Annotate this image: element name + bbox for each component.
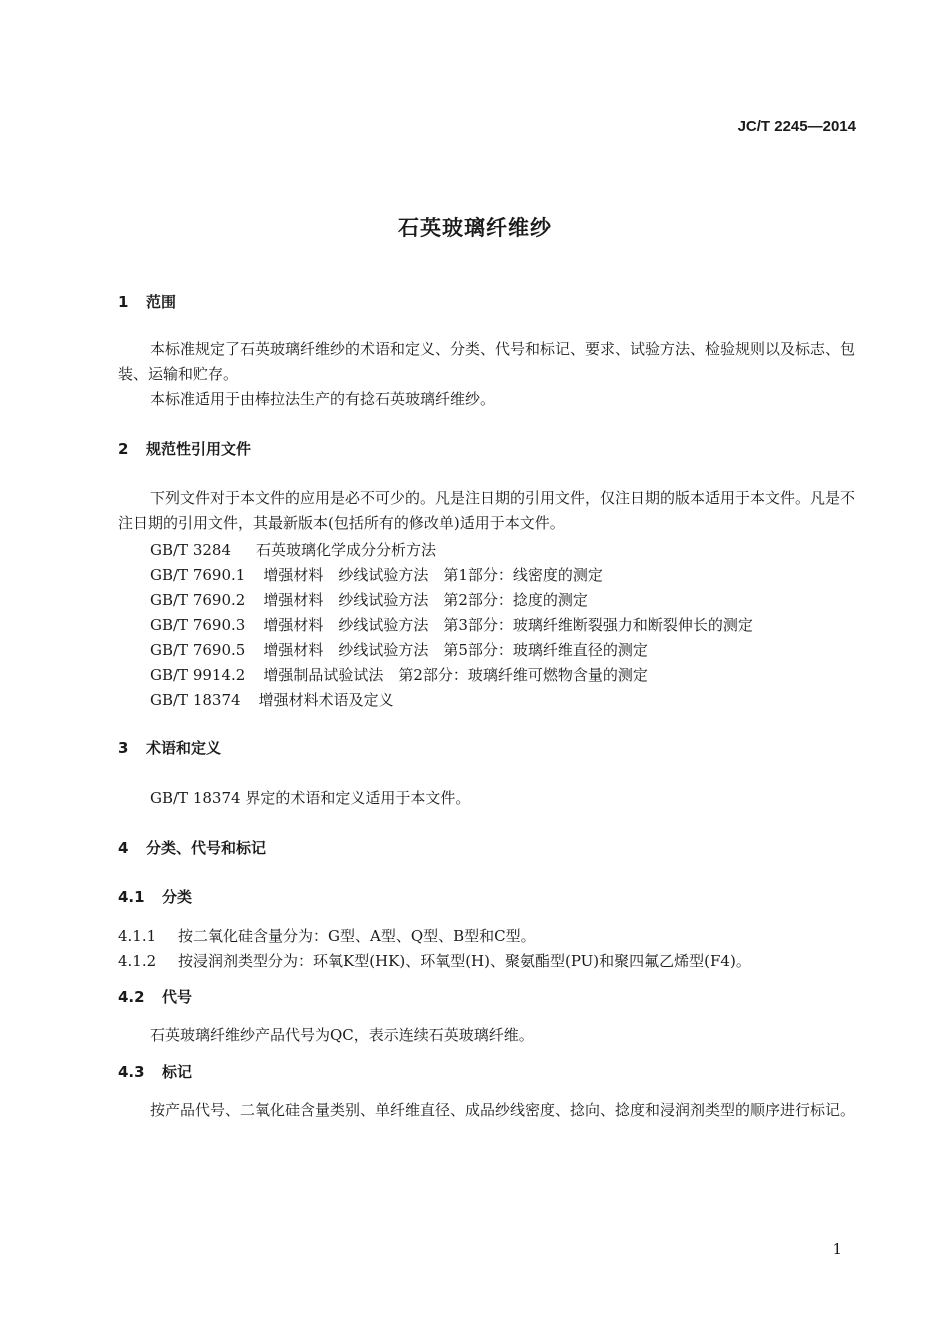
section-number: 4.2 [118,988,145,1006]
reference-code: GB/T 9914.2 [150,666,246,684]
section-1-heading [118,291,176,312]
reference-code: GB/T 18374 [150,691,241,709]
reference-code: GB/T 7690.1 [150,566,246,584]
reference-code: GB/T 3284 [150,541,232,559]
section-2-paragraph-1: 下列文件对于本文件的应用是必不可少的。凡是注日期的引用文件，仅注日期的版本适用于本文件。凡是不注日期的引用文件，其最新版本(包括所有的修改单)适用于本文件。 [118,489,856,532]
reference-code: GB/T 7690.3 [150,616,246,634]
section-number: 2 [118,440,129,458]
clause-text: 按浸润剂类型分为：环氧K型(HK)、环氧型(H)、聚氨酯型(PU)和聚四氟乙烯型(F4)。 [178,952,751,970]
reference-item [150,539,436,560]
section-3-heading [118,737,221,758]
reference-item [150,614,753,635]
reference-code: GB/T 7690.5 [150,641,246,659]
section-number: 4.3 [118,1063,145,1081]
reference-code: GB/T 7690.2 [150,591,246,609]
clause-number: 4.1.2 [118,952,157,970]
section-1-paragraph-1: 本标准规定了石英玻璃纤维纱的术语和定义、分类、代号和标记、要求、试验方法、检验规则以及标志、包装、运输和贮存。 [118,340,856,383]
section-title: 范围 [146,293,177,311]
section-title: 代号 [162,988,193,1006]
section-title: 分类 [162,888,193,906]
clause-4-1-2 [118,950,751,971]
reference-title: 增强材料 纱线试验方法 第3部分：玻璃纤维断裂强力和断裂伸长的测定 [263,616,753,634]
section-3-paragraph-1: GB/T 18374 界定的术语和定义适用于本文件。 [150,789,471,807]
section-2-heading [118,438,251,459]
subsection-4-1-heading [118,886,192,907]
section-number: 4 [118,839,129,857]
clause-text: 按二氧化硅含量分为：G型、A型、Q型、B型和C型。 [178,927,536,945]
reference-item [150,689,394,710]
reference-item [150,664,648,685]
reference-item [150,639,648,660]
reference-title: 增强材料 纱线试验方法 第5部分：玻璃纤维直径的测定 [263,641,648,659]
reference-item [150,589,588,610]
section-number: 3 [118,739,129,757]
section-number: 4.1 [118,888,145,906]
reference-title: 增强制品试验试法 第2部分：玻璃纤维可燃物含量的测定 [263,666,648,684]
section-4-heading [118,837,266,858]
clause-number: 4.1.1 [118,927,157,945]
section-title: 标记 [162,1063,193,1081]
reference-title: 增强材料术语及定义 [258,691,394,709]
reference-item [150,564,603,585]
section-title: 规范性引用文件 [146,440,252,458]
subsection-4-2-text: 石英玻璃纤维纱产品代号为QC，表示连续石英玻璃纤维。 [150,1026,534,1044]
reference-title: 增强材料 纱线试验方法 第2部分：捻度的测定 [263,591,588,609]
subsection-4-3-heading [118,1061,192,1082]
clause-4-1-1 [118,925,536,946]
reference-title: 石英玻璃化学成分分析方法 [256,541,437,559]
standard-code: JC/T 2245—2014 [737,118,856,135]
section-title: 分类、代号和标记 [146,839,267,857]
subsection-4-2-heading [118,986,192,1007]
page-number: 1 [832,1240,842,1258]
section-1-paragraph-2: 本标准适用于由棒拉法生产的有捻石英玻璃纤维纱。 [150,390,496,408]
section-title: 术语和定义 [146,739,222,757]
document-title: 石英玻璃纤维纱 [398,216,552,240]
reference-title: 增强材料 纱线试验方法 第1部分：线密度的测定 [263,566,603,584]
subsection-4-3-text: 按产品代号、二氧化硅含量类别、单纤维直径、成品纱线密度、捻向、捻度和浸润剂类型的顺序进行标记。 [150,1101,856,1119]
section-number: 1 [118,293,129,311]
